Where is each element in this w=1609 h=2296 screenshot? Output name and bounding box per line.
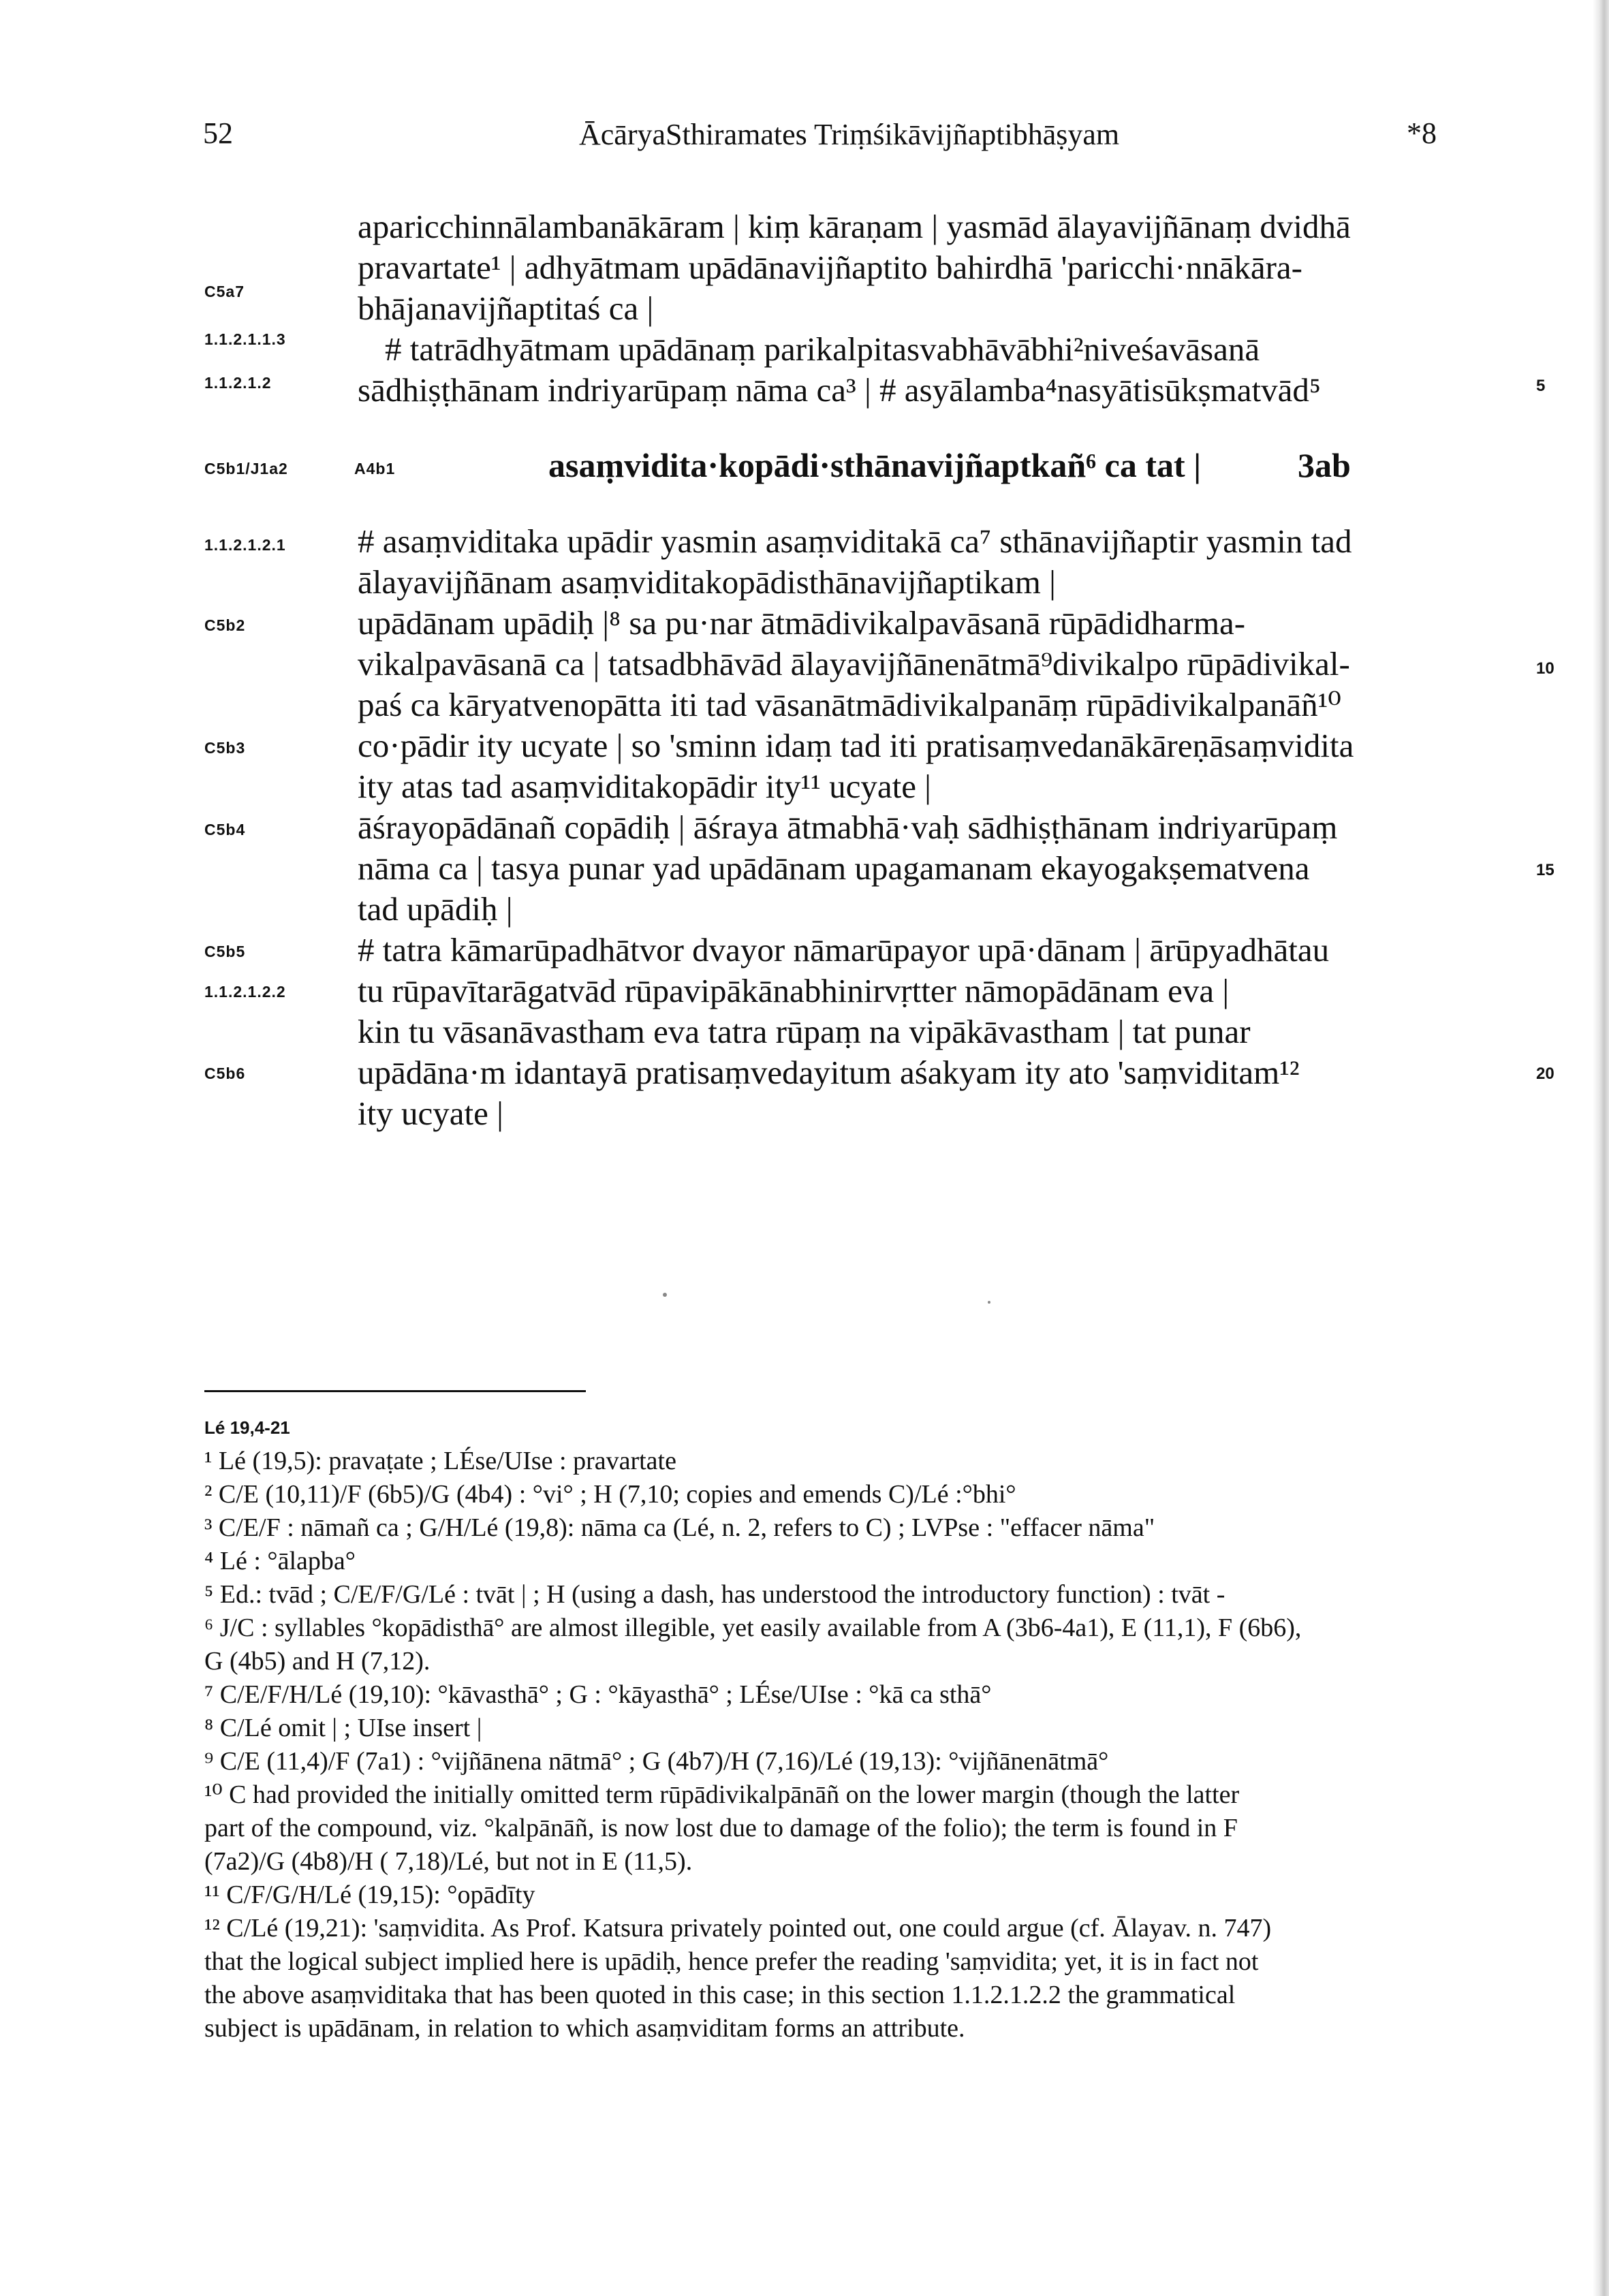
footnote-line: G (4b5) and H (7,12). — [204, 1647, 431, 1676]
footnote-rule — [204, 1390, 586, 1392]
margin-ref: C5b4 — [204, 821, 246, 838]
footnote-line: part of the compound, viz. °kalpānāñ, is now lost due to damage of the folio); the term is found in F — [204, 1814, 1238, 1842]
margin-ref: C5b1/J1a2 — [204, 460, 288, 477]
margin-ref: 1.1.2.1.2.2 — [204, 983, 286, 1001]
text-line: kin tu vāsanāvastham eva tatra rūpaṃ na vipākāvastham | tat punar — [358, 1013, 1251, 1050]
scan-edge — [1593, 0, 1609, 2296]
footnote-line: ⁹ C/E (11,4)/F (7a1) : °vijñānena nātmā° ; G (4b7)/H (7,16)/Lé (19,13): °vijñānenātmā° — [204, 1747, 1109, 1776]
text-line: tad upādiḥ | — [358, 890, 513, 928]
footnote-line: the above asaṃviditaka that has been quoted in this case; in this section 1.1.2.1.2.2 the grammatical — [204, 1981, 1236, 2009]
text-line: bhājanavijñaptitaś ca | — [358, 289, 654, 327]
margin-ref: 1.1.2.1.1.3 — [204, 330, 286, 348]
footnote-line: ⁸ C/Lé omit | ; UIse insert | — [204, 1714, 482, 1742]
footnote-line: that the logical subject implied here is upādiḥ, hence prefer the reading 'saṃvidita; yet, it is in fact not — [204, 1947, 1259, 1976]
section-mark: *8 — [1407, 116, 1437, 150]
footnote-line: ¹¹ C/F/G/H/Lé (19,15): °opādīty — [204, 1881, 535, 1909]
footnote-line: ¹⁰ C had provided the initially omitted term rūpādivikalpānāñ on the lower margin (though the latter — [204, 1780, 1240, 1809]
line-number: 10 — [1536, 659, 1555, 678]
line-number: 20 — [1536, 1065, 1555, 1083]
text-line: upādānam upādiḥ |⁸ sa pu·nar ātmādivikalpavāsanā rūpādidharma- — [358, 604, 1246, 642]
text-line: ity ucyate | — [358, 1095, 503, 1132]
text-line: paś ca kāryatvenopātta iti tad vāsanātmādivikalpanāṃ rūpādivikalpanāñ¹⁰ — [358, 686, 1341, 723]
text-line: vikalpavāsanā ca | tatsadbhāvād ālayavijñānenātmā⁹divikalpo rūpādivikal- — [358, 645, 1350, 682]
margin-ref: C5b2 — [204, 616, 246, 634]
footnote-line: ⁶ J/C : syllables °kopādisthā° are almost illegible, yet easily available from A (3b6-4a1), E (11,1), F (6b6), — [204, 1614, 1302, 1642]
footnote-line: ¹ Lé (19,5): pravaṭate ; LÉse/UIse : pravartate — [204, 1447, 676, 1475]
footnote-line: subject is upādānam, in relation to which asaṃviditam forms an attribute. — [204, 2014, 965, 2043]
text-line: # tatra kāmarūpadhātvor dvayor nāmarūpayor upā·dānam | ārūpyadhātau — [358, 931, 1330, 969]
footnote-line: ¹² C/Lé (19,21): 'saṃvidita. As Prof. Katsura privately pointed out, one could argue (cf. Ālayav. n. 747) — [204, 1914, 1272, 1943]
text-line: # asaṃviditaka upādir yasmin asaṃviditakā ca⁷ sthānavijñaptir yasmin tad — [358, 522, 1352, 560]
scan-speck — [663, 1293, 667, 1297]
text-line: nāma ca | tasya punar yad upādānam upagamanam ekayogakṣematvena — [358, 849, 1310, 887]
margin-ref: C5a7 — [204, 283, 245, 300]
commentary-block-1 — [358, 206, 1351, 411]
margin-ref: 1.1.2.1.2.1 — [204, 536, 286, 554]
page-number: 52 — [203, 116, 233, 150]
line-number: 5 — [1536, 377, 1546, 395]
text-line: tu rūpavītarāgatvād rūpavipākānabhinirvṛtter nāmopādānam eva | — [358, 972, 1230, 1009]
text-line: upādāna·m idantayā pratisaṃvedayitum aśakyam ity ato 'saṃviditam¹² — [358, 1054, 1300, 1091]
verse-line: asaṃvidita·kopādi·sthānavijñaptkañ⁶ ca tat | — [548, 446, 1202, 484]
footnote-line: (7a2)/G (4b8)/H ( 7,18)/Lé, but not in E (11,5). — [204, 1847, 693, 1876]
scan-speck — [988, 1301, 990, 1304]
commentary-block-2 — [358, 521, 1354, 1134]
text-line: # tatrādhyātmam upādānaṃ parikalpitasvabhāvābhi²niveśavāsanā — [385, 330, 1260, 368]
text-line: ālayavijñānam asaṃviditakopādisthānavijñaptikam | — [358, 563, 1056, 601]
text-line: āśrayopādānañ copādiḥ | āśraya ātmabhā·vaḥ sādhiṣṭhānam indriyarūpaṃ — [358, 808, 1338, 846]
margin-ref: C5b6 — [204, 1065, 246, 1082]
margin-ref: 1.1.2.1.2 — [204, 374, 272, 392]
footnote-line: ² C/E (10,11)/F (6b5)/G (4b4) : °vi° ; H (7,10; copies and emends C)/Lé :°bhi° — [204, 1480, 1016, 1509]
text-line: pravartate¹ | adhyātmam upādānavijñaptito bahirdhā 'paricchi·nnākāra- — [358, 249, 1303, 286]
text-line: co·pādir ity ucyate | so 'sminn idaṃ tad iti pratisaṃvedanākāreṇāsaṃvidita — [358, 727, 1354, 764]
footnote-line: ³ C/E/F : nāmañ ca ; G/H/Lé (19,8): nāma ca (Lé, n. 2, refers to C) ; LVPse : "effacer nāma" — [204, 1513, 1155, 1542]
footnote-line: ⁵ Ed.: tvād ; C/E/F/G/Lé : tvāt | ; H (using a dash, has understood the introductory function) : tvāt - — [204, 1580, 1225, 1609]
running-title: ĀcāryaSthiramates Triṃśikāvijñaptibhāṣyam — [579, 118, 1120, 151]
footnote-line: ⁷ C/E/F/H/Lé (19,10): °kāvasthā° ; G : °kāyasthā° ; LÉse/UIse : °kā ca sthā° — [204, 1680, 992, 1709]
verse-number: 3ab — [1298, 446, 1351, 484]
margin-ref: C5b5 — [204, 943, 246, 960]
footnote-line: Lé 19,4-21 — [204, 1417, 290, 1438]
line-number: 15 — [1536, 861, 1555, 879]
text-line: aparicchinnālambanākāram | kiṃ kāraṇam | yasmād ālayavijñānaṃ dvidhā — [358, 208, 1351, 245]
text-line: ity atas tad asaṃviditakopādir ity¹¹ ucyate | — [358, 768, 931, 805]
margin-ref: A4b1 — [354, 460, 396, 477]
text-line: sādhiṣṭhānam indriyarūpaṃ nāma ca³ | # asyālamba⁴nasyātisūkṣmatvād⁵ — [358, 371, 1321, 409]
footnotes — [204, 1411, 1451, 2045]
margin-ref: C5b3 — [204, 739, 246, 757]
footnote-line: ⁴ Lé : °ālapba° — [204, 1547, 356, 1575]
